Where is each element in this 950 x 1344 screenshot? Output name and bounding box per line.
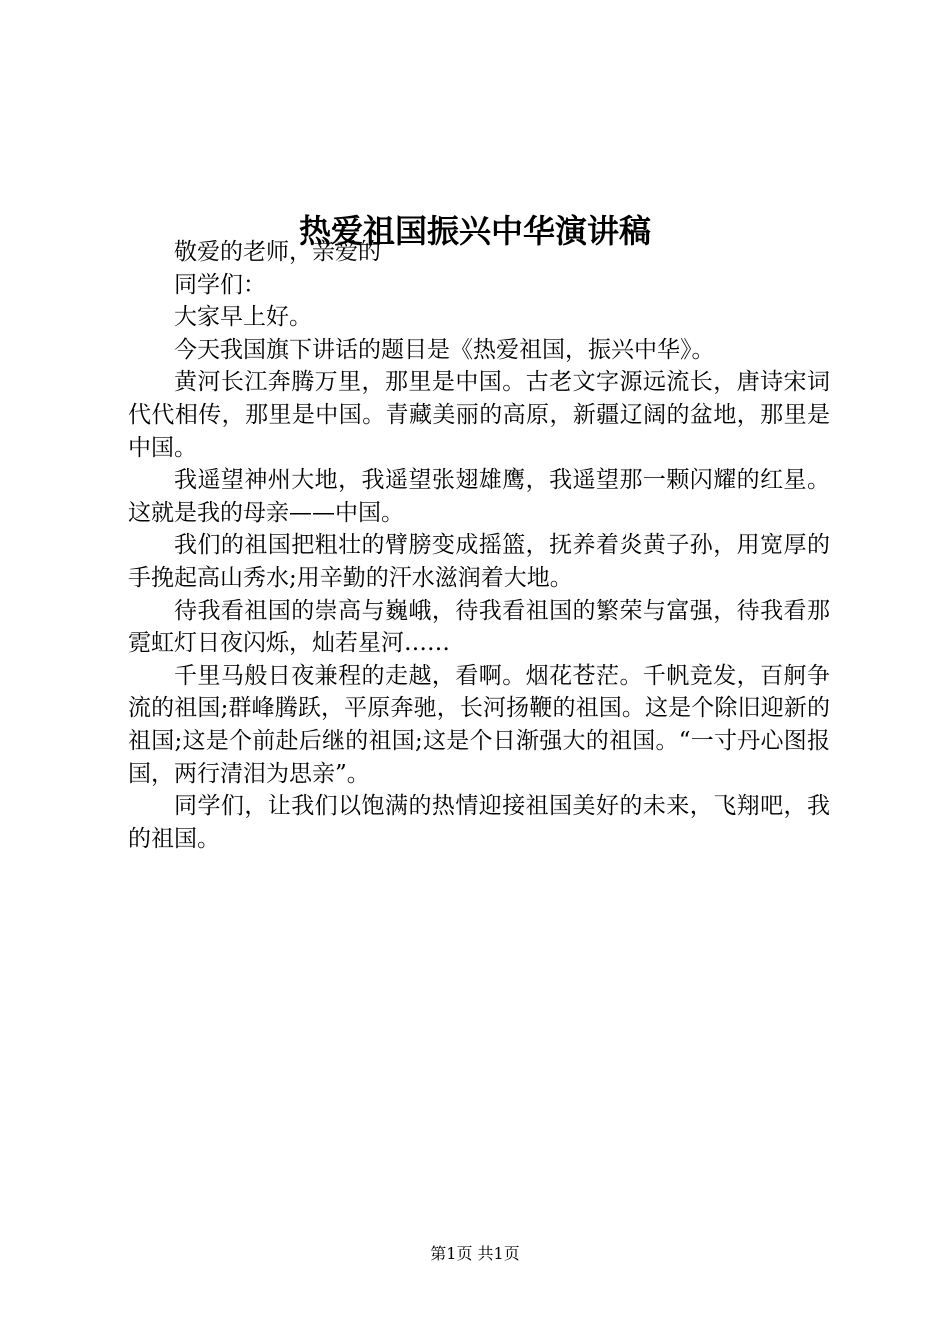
page-footer: 第1页 共1页 <box>430 1244 520 1263</box>
paragraph-closing: 同学们，让我们以饱满的热情迎接祖国美好的未来，飞翔吧，我的祖国。 <box>128 793 830 852</box>
paragraph-rivers: 黄河长江奔腾万里，那里是中国。古老文字源远流长，唐诗宋词代代相传，那里是中国。青藏美丽的高原，新疆辽阔的盆地，那里是中国。 <box>128 369 830 461</box>
document-title: 热爱祖国振兴中华演讲稿 <box>298 212 651 251</box>
paragraph-gaze: 我遥望神州大地，我遥望张翅雄鹰，我遥望那一颗闪耀的红星。这就是我的母亲——中国。 <box>128 467 830 526</box>
paragraph-greeting-1: 敬爱的老师，亲爱的 <box>174 239 381 265</box>
paragraph-progress: 千里马般日夜兼程的走越，看啊。烟花苍茫。千帆竞发，百舸争流的祖国;群峰腾跃，平原奔驰，长河扬鞭的祖国。这是个除旧迎新的祖国;这是个前赴后继的祖国;这是个日渐强大的祖国。“一寸丹心图报国，两行清泪为思亲”。 <box>128 662 830 787</box>
document-body <box>128 236 830 855</box>
paragraph-topic: 今天我国旗下讲话的题目是《热爱祖国，振兴中华》。 <box>174 336 715 363</box>
paragraph-greeting-3: 大家早上好。 <box>174 304 312 331</box>
paragraph-greeting-2: 同学们： <box>174 271 266 298</box>
paragraph-cradle: 我们的祖国把粗壮的臂膀变成摇篮，抚养着炎黄子孙，用宽厚的手挽起高山秀水;用辛勤的汗水滋润着大地。 <box>128 532 830 591</box>
paragraph-prosperity: 待我看祖国的崇高与巍峨，待我看祖国的繁荣与富强，待我看那霓虹灯日夜闪烁，灿若星河…… <box>128 597 830 657</box>
